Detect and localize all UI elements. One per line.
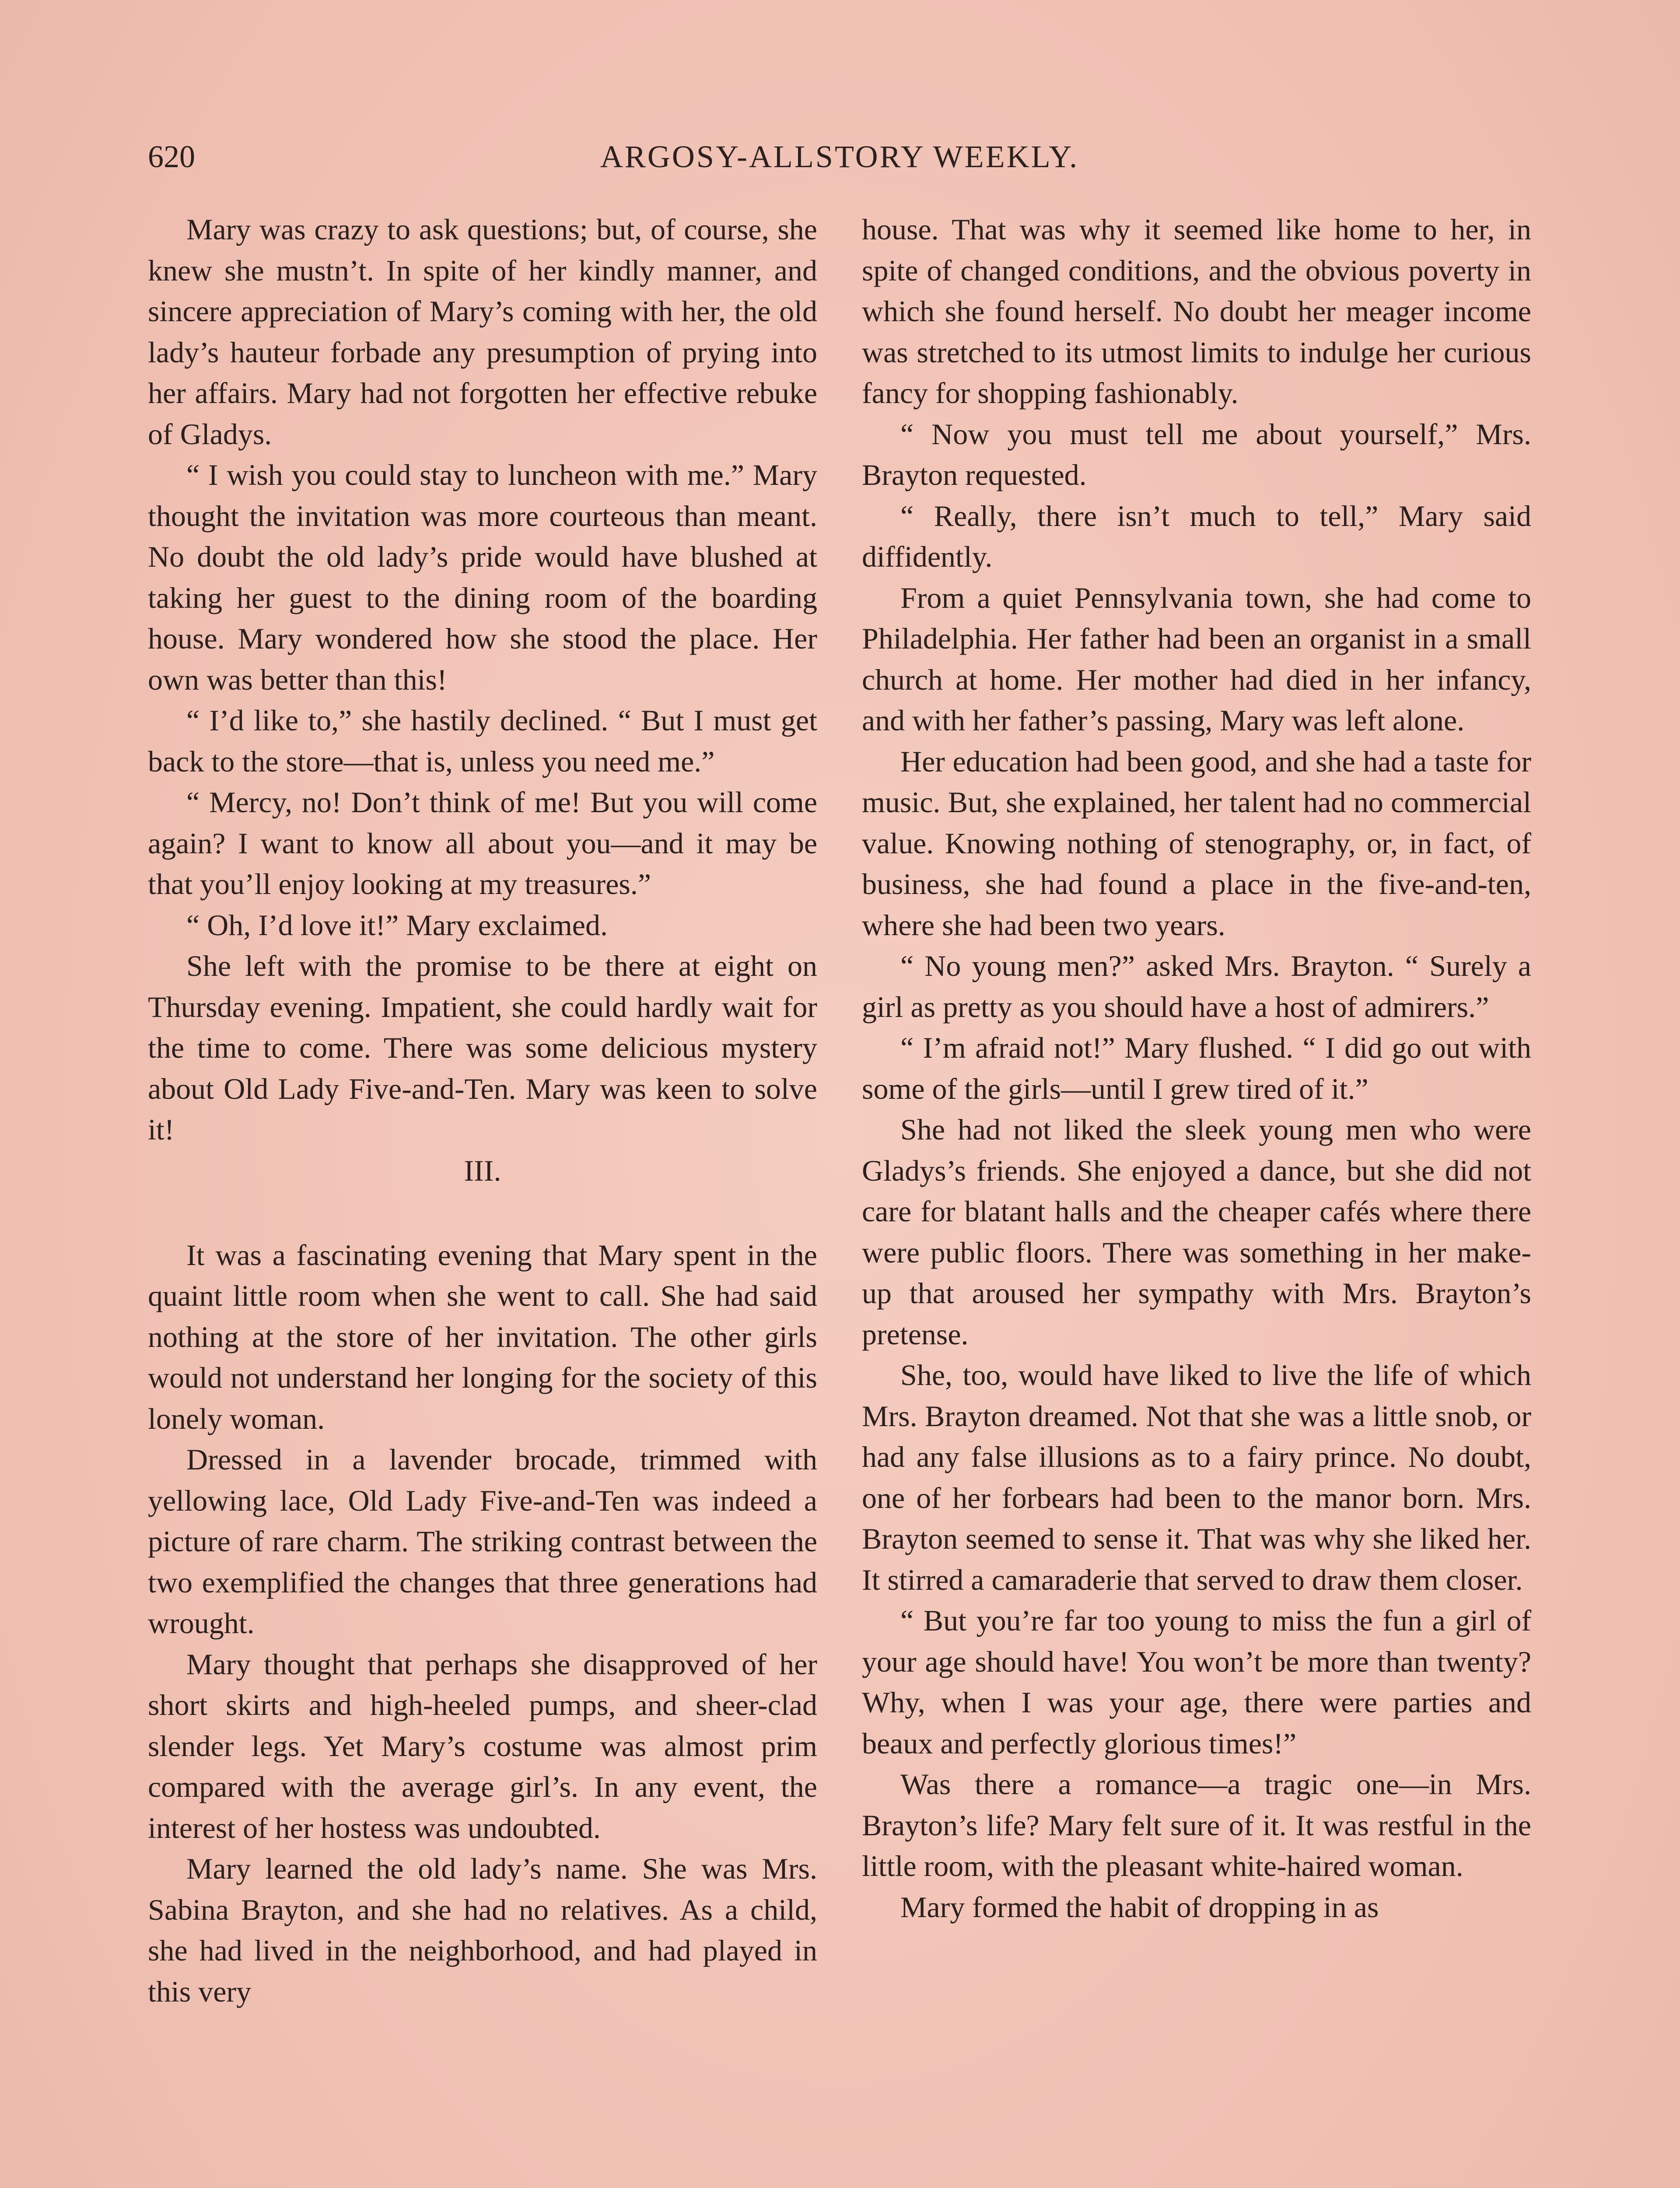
paragraph: From a quiet Pennsylvania town, she had come to Philadelphia. Her father had been an organist in a small church at home. Her mother had died in her infancy, and with her father’s passing, Mary was left alone. [862,581,1531,737]
paragraph: Mary formed the habit of dropping in as [900,1890,1379,1924]
paragraph: “ But you’re far too young to miss the fun a girl of your age should have! You won’t be more than twenty? Why, when I was your age, there were parties and beaux and perfectly glorious times!” [862,1604,1531,1760]
page-header [148,130,1531,183]
paragraph: “ I wish you could stay to luncheon with me.” Mary thought the invitation was more courteous than meant. No doubt the old lady’s pride would have blushed at taking her guest to the dining room of the boarding house. Mary wondered how she stood the place. Her own was better than this! [148,458,817,696]
paragraph: It was a fascinating evening that Mary spent in the quaint little room when she went to call. She had said nothing at the store of her invitation. The other girls would not understand her longing for the society of this lonely woman. [148,1238,817,1435]
paragraph: “ I’d like to,” she hastily declined. “ But I must get back to the store—that is, unless you need me.” [148,704,817,778]
paragraph: Mary was crazy to ask questions; but, of course, she knew she mustn’t. In spite of her kindly manner, and sincere appreciation of Mary’s coming with her, the old lady’s hauteur forbade any presumption of prying into her affairs. Mary had not forgotten her effective rebuke of Gladys. [148,213,817,451]
paragraph: “ I’m afraid not!” Mary flushed. “ I did go out with some of the girls—until I grew tired of it.” [862,1031,1531,1105]
paragraph: Mary thought that perhaps she disapproved of her short skirts and high-heeled pumps, and sheer-clad slender legs. Yet Mary’s costume was almost prim compared with the average girl’s. In any event, the interest of her hostess was undoubted. [148,1647,817,1844]
paragraph: She left with the promise to be there at eight on Thursday evening. Impatient, she could hardly wait for the time to come. There was some delicious mystery about Old Lady Five-and-Ten. Mary was keen to solve it! [148,949,817,1146]
paragraph: Her education had been good, and she had a taste for music. But, she explained, her talent had no commercial value. Knowing nothing of stenography, or, in fact, of business, she had found a place in the five-and-ten, where she had been two years. [862,744,1531,942]
paragraph: She, too, would have liked to live the life of which Mrs. Brayton dreamed. Not that she was a little snob, or had any false illusions as to a fairy prince. No doubt, one of her forbears had been to the manor born. Mrs. Brayton seemed to sense it. That was why she liked her. It stirred a camaraderie that served to draw them closer. [862,1358,1531,1596]
paragraph: Was there a romance—a tragic one—in Mrs. Brayton’s life? Mary felt sure of it. It was restful in the little room, with the pleasant white-haired woman. [862,1767,1531,1883]
page-number: 620 [148,139,195,174]
left-column [148,209,817,2012]
paragraph: She had not liked the sleek young men who were Gladys’s friends. She enjoyed a dance, but she did not care for blatant halls and the cheaper cafés where there were public floors. There was something in her make-up that aroused her sympathy with Mrs. Brayton’s pretense. [862,1113,1531,1351]
running-title: ARGOSY-ALLSTORY WEEKLY. [600,139,1079,174]
paragraph: house. That was why it seemed like home to her, in spite of changed conditions, and the obvious poverty in which she found herself. No doubt her meager income was stretched to its utmost limits to indulge her curious fancy for shopping fashionably. [862,213,1531,410]
paragraph: “ Now you must tell me about yourself,” Mrs. Brayton requested. [862,417,1531,491]
section-heading: III. [464,1154,501,1187]
paragraph: “ Really, there isn’t much to tell,” Mary said diffidently. [862,499,1531,573]
paragraph: Dressed in a lavender brocade, trimmed with yellowing lace, Old Lady Five-and-Ten was indeed a picture of rare charm. The striking contrast between the two exemplified the changes that three generations had wrought. [148,1443,817,1640]
right-column [862,209,1531,1928]
paragraph: “ Mercy, no! Don’t think of me! But you will come again? I want to know all about you—and it may be that you’ll enjoy looking at my treasures.” [148,785,817,901]
paragraph: Mary learned the old lady’s name. She was Mrs. Sabina Brayton, and she had no relatives. As a child, she had lived in the neighborhood, and had played in this very [148,1852,817,2008]
paragraph: “ No young men?” asked Mrs. Brayton. “ Surely a girl as pretty as you should have a host of admirers.” [862,949,1531,1024]
paragraph: “ Oh, I’d love it!” Mary exclaimed. [186,908,608,942]
